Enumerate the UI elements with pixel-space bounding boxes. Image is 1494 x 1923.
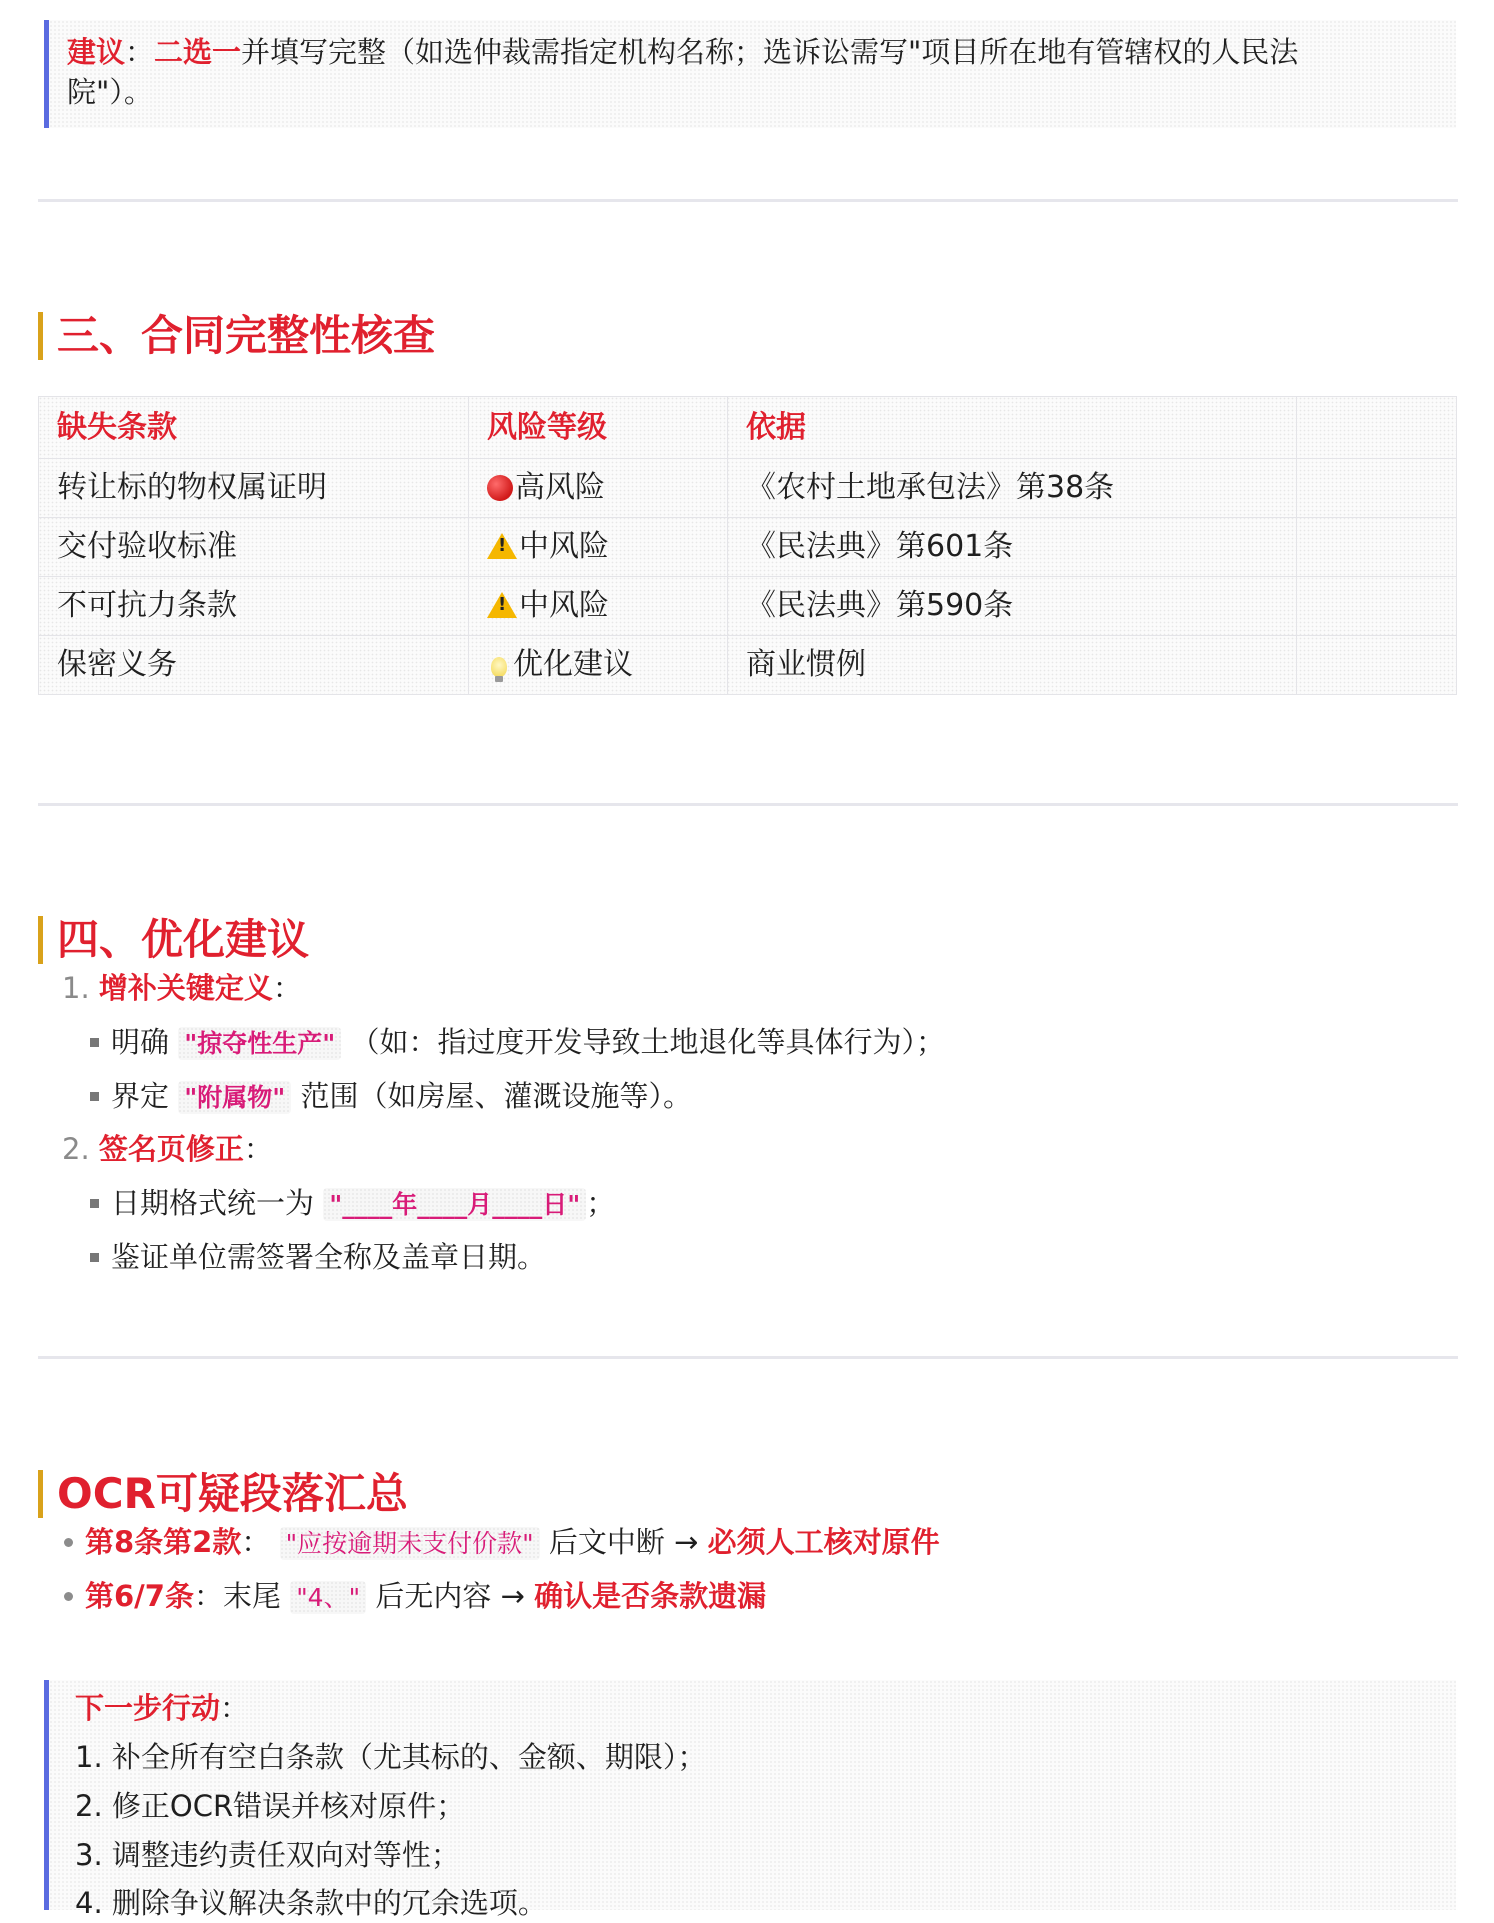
sub-list-item — [90, 1076, 692, 1116]
table-row — [39, 577, 1457, 636]
table-cell-basis: 《农村土地承包法》第38条 — [728, 459, 1297, 518]
square-bullet-icon — [90, 1038, 99, 1047]
divider — [38, 1356, 1458, 1359]
bullet-icon — [64, 1538, 73, 1547]
ocr-item-colon: ： — [241, 1525, 271, 1559]
sub-item-prefix: 鉴证单位需签署全称及盖章日期。 — [111, 1240, 547, 1274]
sub-item-suffix: ； — [586, 1186, 616, 1220]
next-step-item: 3. 调整违约责任双向对等性； — [75, 1838, 460, 1872]
table-cell-clause: 转让标的物权属证明 — [39, 459, 469, 518]
table-cell-empty — [1297, 577, 1457, 636]
table-header-empty — [1297, 397, 1457, 459]
section3-heading: 三、合同完整性核查 — [38, 312, 435, 360]
table-cell-empty — [1297, 518, 1457, 577]
ocr-item-colon: ：末尾 — [193, 1579, 281, 1613]
table-cell-basis: 《民法典》第601条 — [728, 518, 1297, 577]
list-item-title: 签名页修正 — [98, 1132, 244, 1166]
table-cell-empty — [1297, 459, 1457, 518]
sub-list-item — [90, 1237, 546, 1277]
next-steps-title: 下一步行动 — [75, 1691, 221, 1725]
list-item — [62, 968, 302, 1008]
bullet-icon — [64, 1592, 73, 1601]
table-row — [39, 636, 1457, 695]
table-cell-basis: 商业惯例 — [728, 636, 1297, 695]
sub-item-suffix: （如：指过度开发导致土地退化等具体行为）； — [350, 1025, 946, 1059]
list-number: 2. — [62, 1132, 90, 1166]
sub-list-item — [90, 1022, 945, 1062]
table-cell-clause: 交付验收标准 — [39, 518, 469, 577]
risk-label: 中风险 — [519, 588, 609, 624]
inline-code: "____年____月____日" — [323, 1188, 586, 1221]
table-row — [39, 459, 1457, 518]
list-item-colon: ： — [272, 971, 302, 1005]
ocr-item-label: 第8条第2款 — [85, 1525, 242, 1559]
red-circle-icon — [487, 475, 513, 501]
ocr-item-label: 第6/7条 — [85, 1579, 194, 1613]
next-step-item: 4. 删除争议解决条款中的冗余选项。 — [75, 1886, 547, 1920]
warning-icon — [487, 533, 517, 559]
square-bullet-icon — [90, 1092, 99, 1101]
sub-item-suffix: 范围（如房屋、灌溉设施等）。 — [300, 1079, 693, 1113]
list-number: 1. — [62, 971, 90, 1005]
list-item — [62, 1129, 273, 1169]
inline-code: "应按逾期未支付价款" — [280, 1527, 540, 1560]
risk-label: 中风险 — [519, 529, 609, 565]
section4-heading: 四、优化建议 — [38, 916, 309, 964]
warning-icon — [487, 592, 517, 618]
list-item-title: 增补关键定义 — [98, 971, 273, 1005]
suggestion-highlight: 二选一 — [154, 35, 242, 69]
next-steps-colon: ： — [220, 1691, 250, 1725]
next-steps-blockquote — [44, 1680, 1456, 1920]
inline-code: "掠夺性生产" — [178, 1027, 341, 1060]
sub-item-prefix: 日期格式统一为 — [111, 1186, 315, 1220]
completeness-table — [38, 396, 1457, 695]
table-cell-empty — [1297, 636, 1457, 695]
suggestion-text-line1: 并填写完整（如选仲裁需指定机构名称；选诉讼需写"项目所在地有管辖权的人民法 — [241, 35, 1299, 69]
table-header-row — [39, 397, 1457, 459]
ocr-item-middle: 后文中断 → — [548, 1525, 708, 1559]
lightbulb-icon — [491, 657, 507, 677]
next-steps-title-row — [75, 1688, 249, 1728]
inline-code: "4、" — [290, 1581, 366, 1614]
suggestion-label: 建议 — [67, 35, 126, 69]
table-cell-risk — [469, 518, 728, 577]
ocr-item-action: 确认是否条款遗漏 — [534, 1579, 767, 1613]
risk-label: 优化建议 — [513, 647, 633, 683]
suggestion-colon: ： — [125, 35, 155, 69]
list-item — [64, 1576, 766, 1616]
ocr-item-action: 必须人工核对原件 — [707, 1525, 940, 1559]
sub-list-item — [90, 1183, 615, 1223]
ocr-item-middle: 后无内容 → — [375, 1579, 535, 1613]
divider — [38, 199, 1458, 202]
next-step-item: 1. 补全所有空白条款（尤其标的、金额、期限）； — [75, 1740, 707, 1774]
table-header-basis: 依据 — [728, 397, 1297, 459]
suggestion-text-line2: 院"）。 — [67, 75, 153, 110]
table-cell-basis: 《民法典》第590条 — [728, 577, 1297, 636]
suggestion-blockquote — [44, 20, 1456, 128]
table-cell-risk — [469, 459, 728, 518]
suggestion-text — [67, 32, 1444, 112]
table-row — [39, 518, 1457, 577]
next-step-item: 2. 修正OCR错误并核对原件； — [75, 1789, 466, 1823]
list-item-colon: ： — [243, 1132, 273, 1166]
table-cell-risk — [469, 577, 728, 636]
sub-item-prefix: 界定 — [111, 1079, 170, 1113]
divider — [38, 803, 1458, 806]
risk-label: 高风险 — [515, 470, 605, 506]
table-header-risk: 风险等级 — [469, 397, 728, 459]
square-bullet-icon — [90, 1253, 99, 1262]
sub-item-prefix: 明确 — [111, 1025, 170, 1059]
list-item — [64, 1522, 940, 1562]
table-cell-risk — [469, 636, 728, 695]
ocr-section-heading: OCR可疑段落汇总 — [38, 1470, 408, 1518]
table-header-clause: 缺失条款 — [39, 397, 469, 459]
table-cell-clause: 保密义务 — [39, 636, 469, 695]
square-bullet-icon — [90, 1199, 99, 1208]
inline-code: "附属物" — [178, 1081, 291, 1114]
table-cell-clause: 不可抗力条款 — [39, 577, 469, 636]
